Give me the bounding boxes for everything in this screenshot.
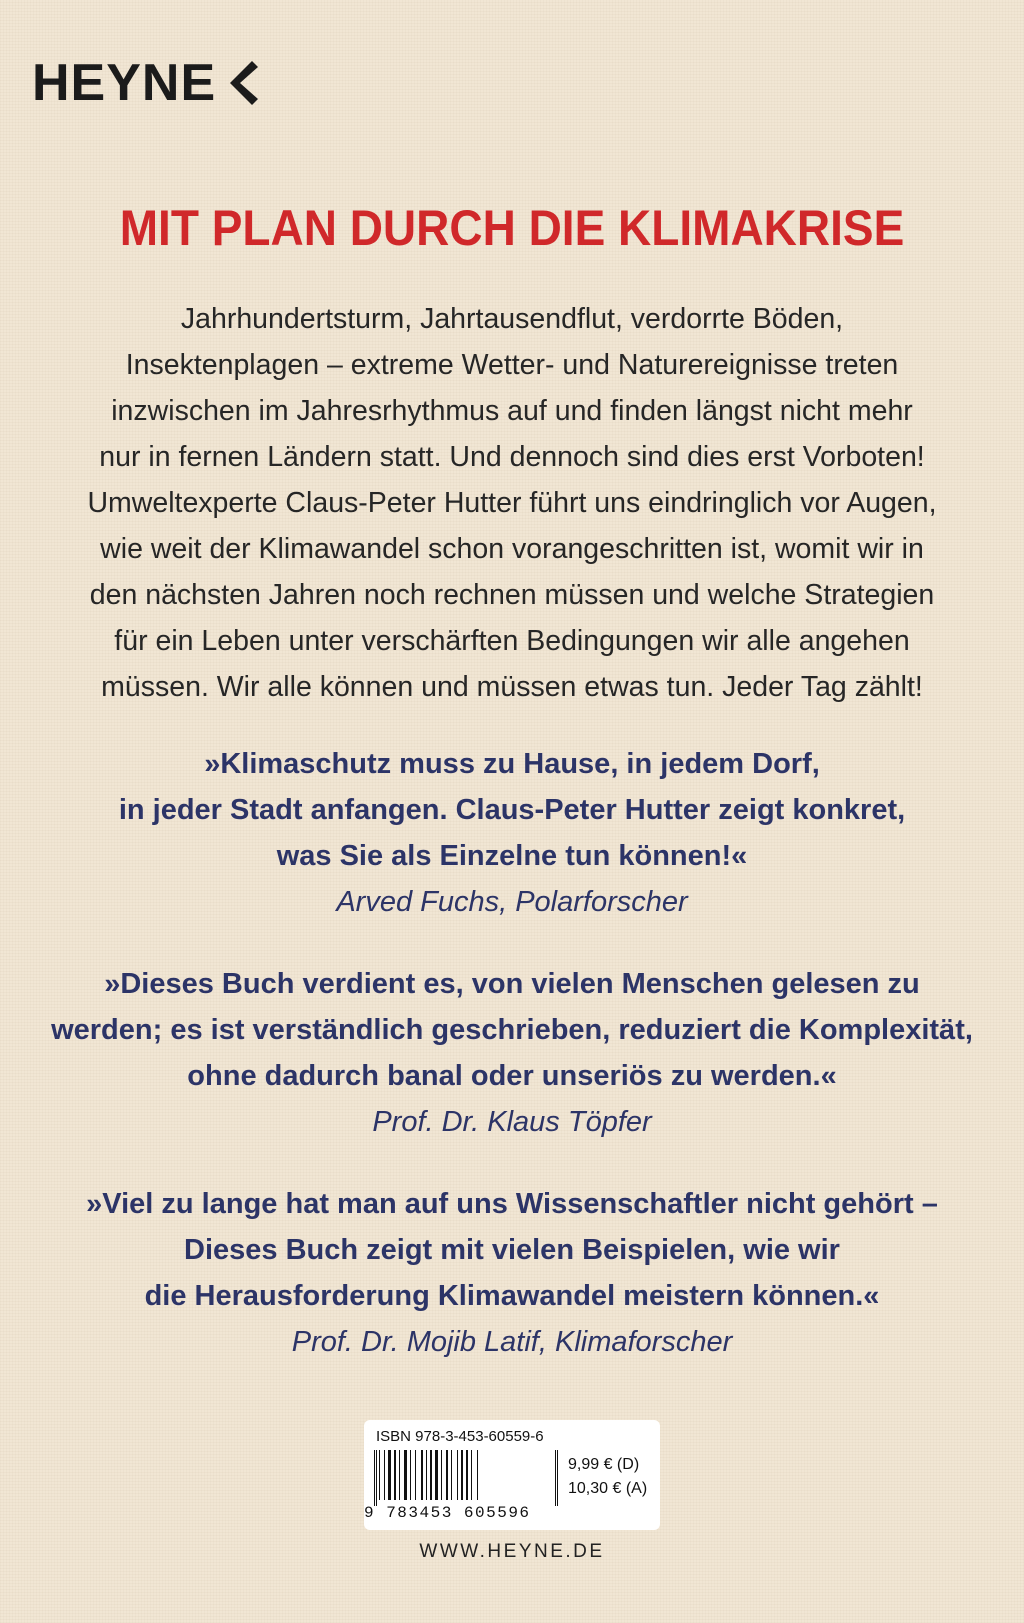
blurb-line: müssen. Wir alle können und müssen etwas tun. Jeder Tag zählt!	[101, 671, 923, 703]
price-austria: 10,30 € (A)	[568, 1480, 648, 1497]
blurb-line: Jahrhundertsturm, Jahrtausendflut, verdorrte Böden,	[180, 303, 844, 335]
quote-line: in jeder Stadt anfangen. Claus-Peter Hutter zeigt konkret,	[118, 794, 906, 826]
publisher-website: WWW.HEYNE.DE	[419, 1541, 605, 1562]
quote-block	[40, 741, 984, 925]
quote-author: Prof. Dr. Mojib Latif, Klimaforscher	[291, 1326, 733, 1358]
blurb-line: nur in fernen Ländern statt. Und dennoch sind dies erst Vorboten!	[99, 441, 925, 473]
blurb-line: inzwischen im Jahresrhythmus auf und finden längst nicht mehr	[111, 395, 913, 427]
quote-line: die Herausforderung Klimawandel meistern können.«	[144, 1280, 880, 1312]
publisher-logo	[32, 55, 258, 111]
quote-line: ohne dadurch banal oder unseriös zu werden.«	[187, 1060, 837, 1092]
blurb-line: für ein Leben unter verschärften Bedingungen wir alle angehen	[114, 625, 910, 657]
quote-author: Arved Fuchs, Polarforscher	[336, 886, 688, 918]
quote-line: »Klimaschutz muss zu Hause, in jedem Dorf,	[204, 748, 820, 780]
publisher-name: HEYNE	[32, 54, 217, 112]
quote-block	[40, 961, 984, 1145]
quote-block	[40, 1181, 984, 1365]
quote-author: Prof. Dr. Klaus Töpfer	[372, 1106, 652, 1138]
quote-line: werden; es ist verständlich geschrieben, reduziert die Komplexität,	[51, 1014, 973, 1046]
blurb-line: Umweltexperte Claus-Peter Hutter führt uns eindringlich vor Augen,	[87, 487, 937, 519]
quote-line: »Dieses Buch verdient es, von vielen Menschen gelesen zu	[104, 968, 920, 1000]
quote-line: Dieses Buch zeigt mit vielen Beispielen, wie wir	[184, 1234, 840, 1266]
quote-line: »Viel zu lange hat man auf uns Wissenschaftler nicht gehört –	[86, 1188, 938, 1220]
chevron-left-icon	[224, 59, 258, 107]
blurb-line: wie weit der Klimawandel schon vorangeschritten ist, womit wir in	[100, 533, 924, 565]
barcode-icon	[372, 1450, 562, 1506]
isbn-label: ISBN 978-3-453-60559-6	[376, 1428, 544, 1445]
barcode-panel	[364, 1420, 660, 1530]
headline: MIT PLAN DURCH DIE KLIMAKRISE	[119, 200, 905, 256]
blurb-line: den nächsten Jahren noch rechnen müssen und welche Strategien	[89, 579, 935, 611]
blurb-line: Insektenplagen – extreme Wetter- und Naturereignisse treten	[125, 349, 899, 381]
blurb-text	[60, 296, 964, 710]
barcode-digits: 9 783453 605596	[364, 1504, 531, 1522]
quote-line: was Sie als Einzelne tun können!«	[276, 840, 748, 872]
price-germany: 9,99 € (D)	[568, 1456, 640, 1473]
